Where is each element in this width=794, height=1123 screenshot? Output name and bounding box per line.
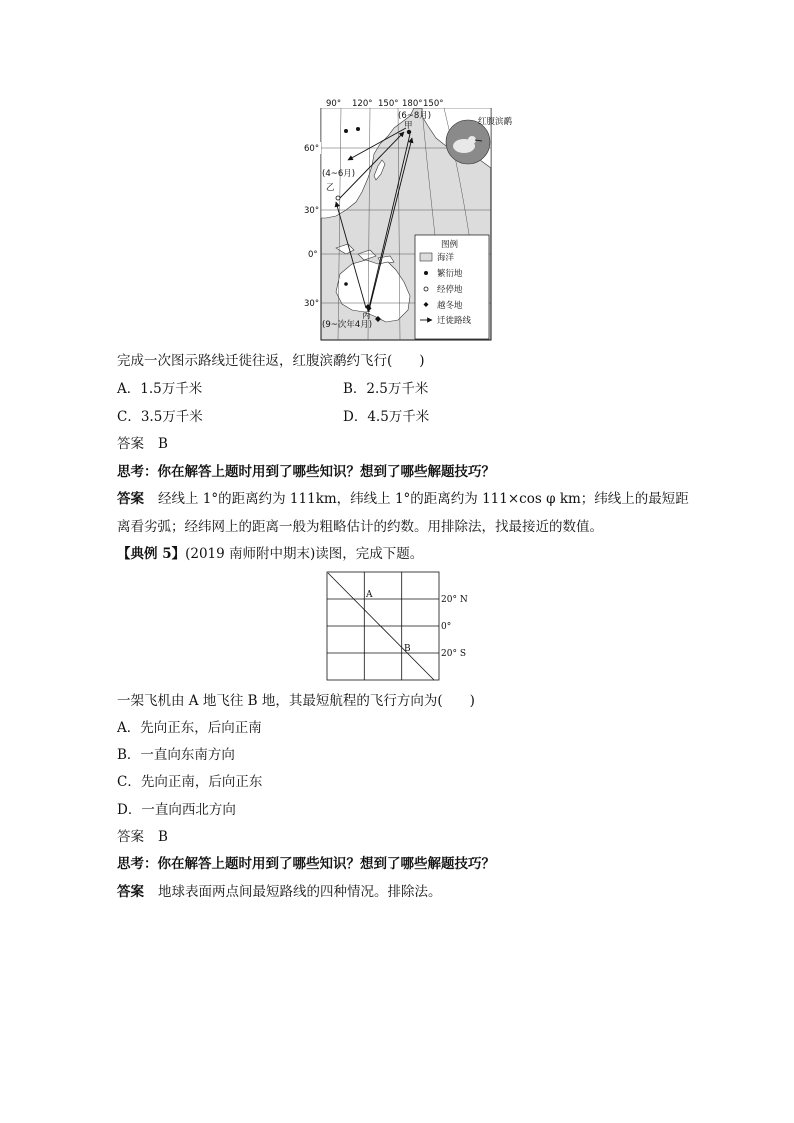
lat-label-20s: 20° S xyxy=(441,649,466,659)
question2-explain xyxy=(117,883,442,901)
wintering-site xyxy=(344,282,348,286)
example-tag: 【典例 5】 xyxy=(117,546,186,562)
question2-think: 思考：你在解答上题时用到了哪些知识？想到了哪些解题技巧？ xyxy=(117,856,495,872)
legend-item: 海洋 xyxy=(437,253,455,263)
lat-label-20n: 20° N xyxy=(441,595,468,605)
lat-lon-grid xyxy=(326,571,476,683)
question1-option-c: C．3.5万千米 xyxy=(117,409,203,425)
question1-explain-line1 xyxy=(117,490,689,508)
site-yi-period: (4~6月) xyxy=(322,169,356,179)
question1-answer xyxy=(117,435,168,453)
breeding-site xyxy=(356,127,360,131)
explain-label: 答案 xyxy=(117,491,144,507)
answer-label: 答案 xyxy=(117,829,144,845)
explain-label: 答案 xyxy=(117,884,144,900)
question2-option-a: A．先向正东，后向正南 xyxy=(117,720,262,736)
question1-option-a: A．1.5万千米 xyxy=(117,381,203,397)
migration-map xyxy=(304,98,513,342)
answer-label: 答案 xyxy=(117,436,144,452)
lon-label: 120° xyxy=(352,99,373,109)
lat-label: 0° xyxy=(308,250,318,260)
example-text: (2019 南师附中期末)读图，完成下题。 xyxy=(185,546,424,562)
lon-label: 150° xyxy=(423,99,444,109)
site-bing-period: (9~次年4月) xyxy=(322,320,373,330)
answer-value: B xyxy=(158,436,168,452)
question1-option-b: B．2.5万千米 xyxy=(343,381,429,397)
lon-label: 150° xyxy=(378,99,399,109)
lat-label: 30° xyxy=(304,299,320,309)
legend-item: 越冬地 xyxy=(437,301,463,311)
question1-think: 思考：你在解答上题时用到了哪些知识？想到了哪些解题技巧？ xyxy=(117,464,495,480)
stopover-site-yi xyxy=(336,196,340,200)
lon-label: 180° xyxy=(402,99,423,109)
legend-item: 经停地 xyxy=(437,285,463,295)
question1-option-d: D．4.5万千米 xyxy=(343,409,430,425)
point-a-label: A xyxy=(366,590,373,600)
explain-text: 经线上 1°的距离约为 111km，纬线上 1°的距离约为 111×cos φ km；纬线上的最短距 xyxy=(158,491,689,507)
site-bing-label: 丙 xyxy=(362,311,371,321)
legend-item: 繁衍地 xyxy=(437,269,463,279)
question2-option-d: D．一直向西北方向 xyxy=(117,802,236,818)
example5-heading xyxy=(117,545,423,563)
question2-stem: 一架飞机由 A 地飞往 B 地，其最短航程的飞行方向为( ) xyxy=(117,693,475,709)
legend-title: 图例 xyxy=(441,240,459,250)
point-b-label: B xyxy=(404,644,411,654)
breeding-marker-icon xyxy=(424,271,428,275)
question1-explain-line2: 离看劣弧；经纬网上的距离一般为粗略估计的约数。用排除法，找最接近的数值。 xyxy=(117,519,603,535)
breeding-site xyxy=(344,129,348,133)
answer-value: B xyxy=(158,829,168,845)
explain-text: 地球表面两点间最短路线的四种情况。排除法。 xyxy=(158,884,442,900)
site-yi-label: 乙 xyxy=(326,183,335,193)
map-legend xyxy=(415,235,489,339)
legend-item: 迁徙路线 xyxy=(437,316,472,326)
question2-option-c: C．先向正南，后向正东 xyxy=(117,774,263,790)
question1-stem: 完成一次图示路线迁徙往返，红腹滨鹬约飞行( ) xyxy=(117,353,425,369)
ocean-swatch xyxy=(420,253,432,261)
question2-answer xyxy=(117,828,168,846)
lat-label-0: 0° xyxy=(441,622,452,632)
lat-label: 30° xyxy=(304,206,320,216)
question2-option-b: B．一直向东南方向 xyxy=(117,747,235,763)
route-line xyxy=(328,573,434,680)
lat-label: 60° xyxy=(304,144,320,154)
site-jia-label: 甲 xyxy=(404,121,413,131)
photo-caption: 红腹滨鹬 xyxy=(478,117,513,127)
stopover-marker-icon xyxy=(424,287,428,291)
site-jia-period: (6~8月) xyxy=(398,111,432,121)
lon-label: 90° xyxy=(326,99,342,109)
